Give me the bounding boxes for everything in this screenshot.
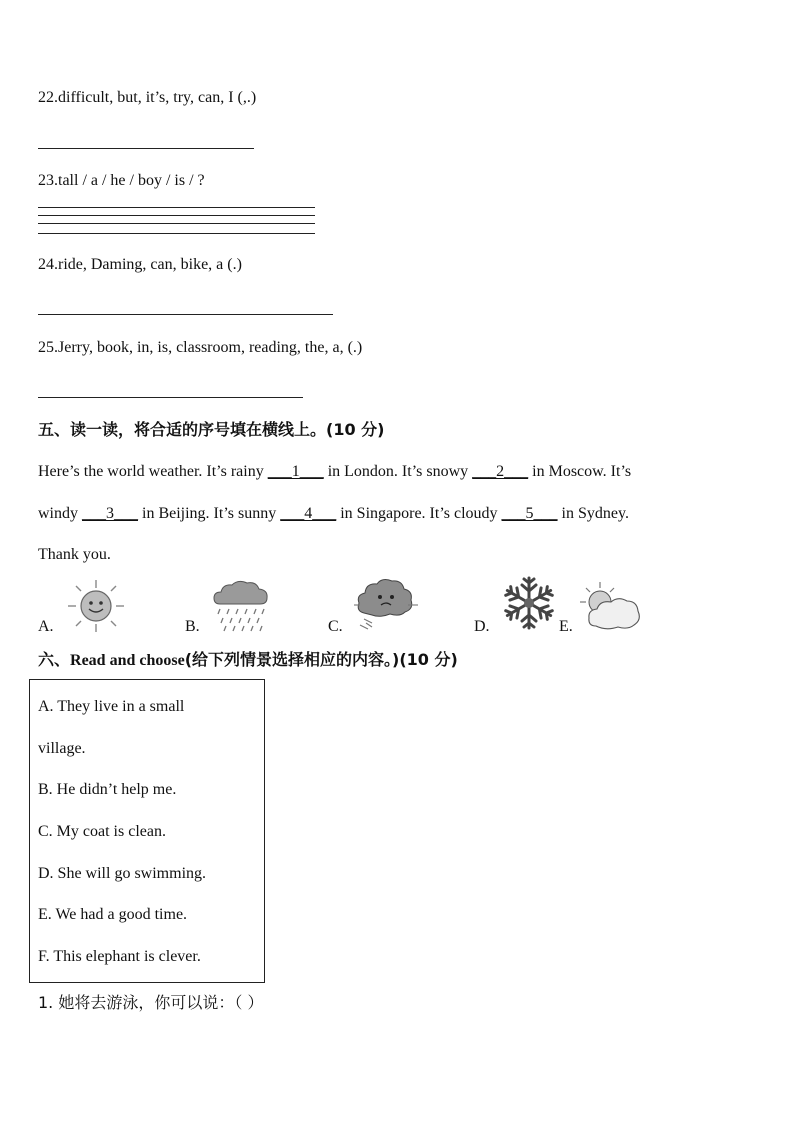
writing-line-1[interactable] [38, 207, 315, 208]
answer-line[interactable] [38, 397, 303, 398]
box-line: C. My coat is clean. [38, 823, 166, 840]
question-number: 25. [38, 339, 58, 356]
option-e-label: E. [559, 618, 573, 635]
wind-cloud-icon [350, 575, 422, 631]
box-line: village. [38, 740, 86, 757]
question-24 [38, 255, 242, 275]
section-6-heading: 六、Read and choose(给下列情景选择相应的内容。)(10 分) [38, 650, 458, 669]
option-b-label: B. [185, 618, 200, 635]
question-text: difficult, but, it’s, try, can, I (,.) [58, 89, 257, 106]
box-line: A. They live in a small [38, 698, 185, 715]
blank-3[interactable]: ___3___ [82, 505, 138, 522]
question-23 [38, 171, 205, 191]
question-number: 22. [38, 89, 58, 106]
option-c-label: C. [328, 618, 343, 635]
option-a-label: A. [38, 618, 54, 635]
question-number: 24. [38, 256, 58, 273]
box-line: F. This elephant is clever. [38, 948, 201, 965]
rain-cloud-icon [210, 578, 272, 634]
question-25 [38, 338, 362, 358]
blank-5[interactable]: ___5___ [501, 505, 558, 522]
snowflake-icon [500, 573, 558, 633]
question-text: tall / a / he / boy / is / ? [58, 172, 205, 189]
writing-line-4[interactable] [38, 233, 315, 234]
blank-2[interactable]: ___2___ [472, 463, 529, 480]
writing-line-3[interactable] [38, 223, 315, 224]
option-d-label: D. [474, 618, 490, 635]
answer-line[interactable] [38, 148, 254, 149]
question-number: 23. [38, 172, 58, 189]
box-line: E. We had a good time. [38, 906, 188, 923]
box-line: B. He didn’t help me. [38, 781, 177, 798]
blank-4[interactable]: ___4___ [280, 505, 337, 522]
writing-line-2[interactable] [38, 215, 315, 216]
question-text: ride, Daming, can, bike, a (.) [58, 256, 242, 273]
question-text: Jerry, book, in, is, classroom, reading, the, a, (.) [58, 339, 363, 356]
passage-line-2: windy ___3___ in Beijing. It’s sunny ___4___ in Singapore. It’s cloudy ___5___ in Sydney. [38, 505, 629, 522]
passage-line-1: Here’s the world weather. It’s rainy ___1___ in London. It’s snowy ___2___ in Moscow. It’s [38, 463, 632, 480]
question-22 [38, 88, 256, 108]
section-5-heading: 五、读一读，将合适的序号填在横线上。(10 分) [38, 420, 385, 439]
blank-1[interactable]: ___1___ [267, 463, 324, 480]
passage-line-3: Thank you. [38, 546, 111, 563]
sun-behind-cloud-icon [578, 580, 644, 634]
sun-icon [64, 578, 128, 634]
question-1[interactable]: 1. 她将去游泳，你可以说：（ ） [38, 993, 264, 1012]
answer-line[interactable] [38, 314, 333, 315]
box-line: D. She will go swimming. [38, 865, 207, 882]
